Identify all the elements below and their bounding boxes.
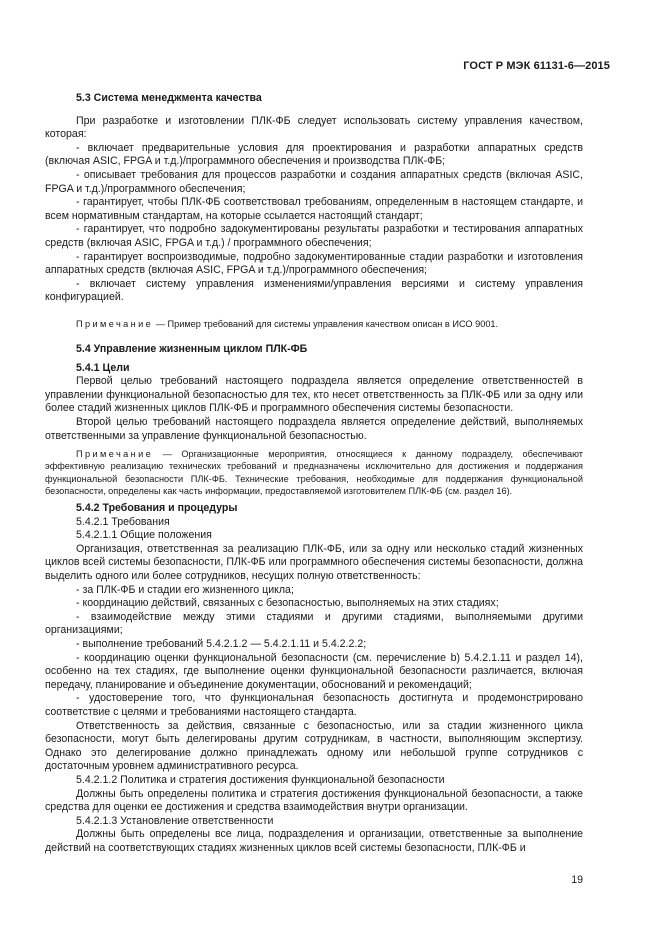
- paragraph: Ответственность за действия, связанные с безопасностью, или за стадии жизненного цикла безопасности, могут быть делегированы другим сотрудникам, в частности, выполняющим экспертизу. Однако это делегирование должно принадлежать одному или небольшой группе сотрудников с достаточным уровнем административного ресурса.: [45, 719, 583, 773]
- note-label: Примечание: [76, 318, 154, 329]
- list-item: - гарантирует воспроизводимые, подробно задокументированные стадии разработки и изготовления аппаратных средств (включая ASIC, FPGA и т.д.)/программного обеспечения;: [45, 250, 583, 277]
- note: [45, 318, 583, 330]
- subsection-heading: 5.4.2.1.2 Политика и стратегия достижения функциональной безопасности: [76, 773, 445, 786]
- note-text: — Пример требований для системы управления качеством описан в ИСО 9001.: [153, 318, 499, 329]
- note: [45, 448, 583, 497]
- paragraph: Организация, ответственная за реализацию ПЛК-ФБ, или за одну или несколько стадий жизненных циклов всей системы безопасности, ПЛК-ФБ или программного обеспечения системы безопасности, должна выделить одного или более сотрудников, несущих полную ответственность:: [45, 542, 583, 583]
- page-content: [45, 92, 583, 856]
- subsection-heading: 5.4.2.1.1 Общие положения: [76, 529, 212, 542]
- standard-header: ГОСТ Р МЭК 61131-6—2015: [463, 60, 610, 72]
- section-heading-5-3: 5.3 Система менеджмента качества: [76, 92, 262, 104]
- list-item: - описывает требования для процессов разработки и создания аппаратных средств (включая ASIC, FPGA и т.д.)/программного обеспечения;: [45, 168, 583, 195]
- list-item: - взаимодействие между этими стадиями и другими стадиями, выполняемыми другими организациями;: [45, 610, 583, 637]
- subsection-heading: 5.4.2.1.3 Установление ответственности: [76, 814, 274, 827]
- list-item: - за ПЛК-ФБ и стадии его жизненного цикла;: [76, 583, 294, 596]
- subsection-heading: 5.4.2.1 Требования: [76, 515, 170, 528]
- page-number: 19: [571, 874, 583, 886]
- paragraph: При разработке и изготовлении ПЛК-ФБ следует использовать систему управления качеством, которая:: [45, 114, 583, 141]
- note-text: — Организационные мероприятия, относящиеся к данному подразделу, обеспечивают эффективную реализацию технических требований и предназначены исключительно для достижения и поддержания функциональной безопасности ПЛК-ФБ. Технические требования, необходимые для поддержания функциональной безопасности, определены как часть информации, предоставляемой изготовителем ПЛК-ФБ (см. раздел 16).: [45, 449, 583, 496]
- list-item: - координацию оценки функциональной безопасности (см. перечисление b) 5.4.2.1.11 и раздел 14), особенно на тех стадиях, где выполнение оценки функциональной безопасности различается, включая передачу, планирование и объединение документации, обоснований и рекомендаций;: [45, 651, 583, 691]
- section-heading-5-4-2: 5.4.2 Требования и процедуры: [76, 502, 238, 515]
- list-item: - включает предварительные условия для проектирования и разработки аппаратных средств (включая ASIC, FPGA и т.д.)/программного обеспечения и производства ПЛК-ФБ;: [45, 141, 583, 168]
- list-item: - гарантирует, чтобы ПЛК-ФБ соответствовал требованиям, определенным в настоящем стандарте, и всем нормативным стандартам, на которые ссылается настоящий стандарт;: [45, 196, 583, 222]
- section-heading-5-4-1: 5.4.1 Цели: [76, 361, 130, 374]
- list-item: - удостоверение того, что функциональная безопасность достигнута и продемонстрировано соответствие с целями и требованиями настоящего стандарта.: [45, 692, 583, 718]
- list-item: - включает систему управления изменениями/управления версиями и систему управления конфигурацией.: [45, 277, 583, 304]
- paragraph: Первой целью требований настоящего подраздела является определение ответственностей в управлении функциональной безопасностью для тех, кто несет ответственность за ПЛК-ФБ или за одну или более стадий жизненных циклов ПЛК-ФБ и программного обеспечения системы безопасности.: [45, 375, 583, 415]
- list-item: - выполнение требований 5.4.2.1.2 — 5.4.2.1.11 и 5.4.2.2.2;: [76, 638, 367, 651]
- list-item: - координацию действий, связанных с безопасностью, выполняемых на этих стадиях;: [76, 597, 499, 610]
- list-item: - гарантирует, что подробно задокументированы результаты разработки и тестирования аппаратных средств (включая ASIC, FPGA и т.д.) / программного обеспечения;: [45, 223, 583, 249]
- paragraph: Второй целью требований настоящего подраздела является определение действий, выполняемых ответственными за управление функциональной безопасностью.: [45, 416, 583, 442]
- paragraph: Должны быть определены все лица, подразделения и организации, ответственные за выполнение действий на соответствующих стадиях жизненных циклов всей системы безопасности, ПЛК-ФБ и: [45, 828, 583, 854]
- note-label: Примечание: [76, 449, 154, 460]
- section-heading-5-4: 5.4 Управление жизненным циклом ПЛК-ФБ: [76, 343, 308, 356]
- paragraph: Должны быть определены политика и стратегия достижения функциональной безопасности, а также средства для оценки ее достижения и средства взаимодействия внутри организации.: [45, 787, 583, 814]
